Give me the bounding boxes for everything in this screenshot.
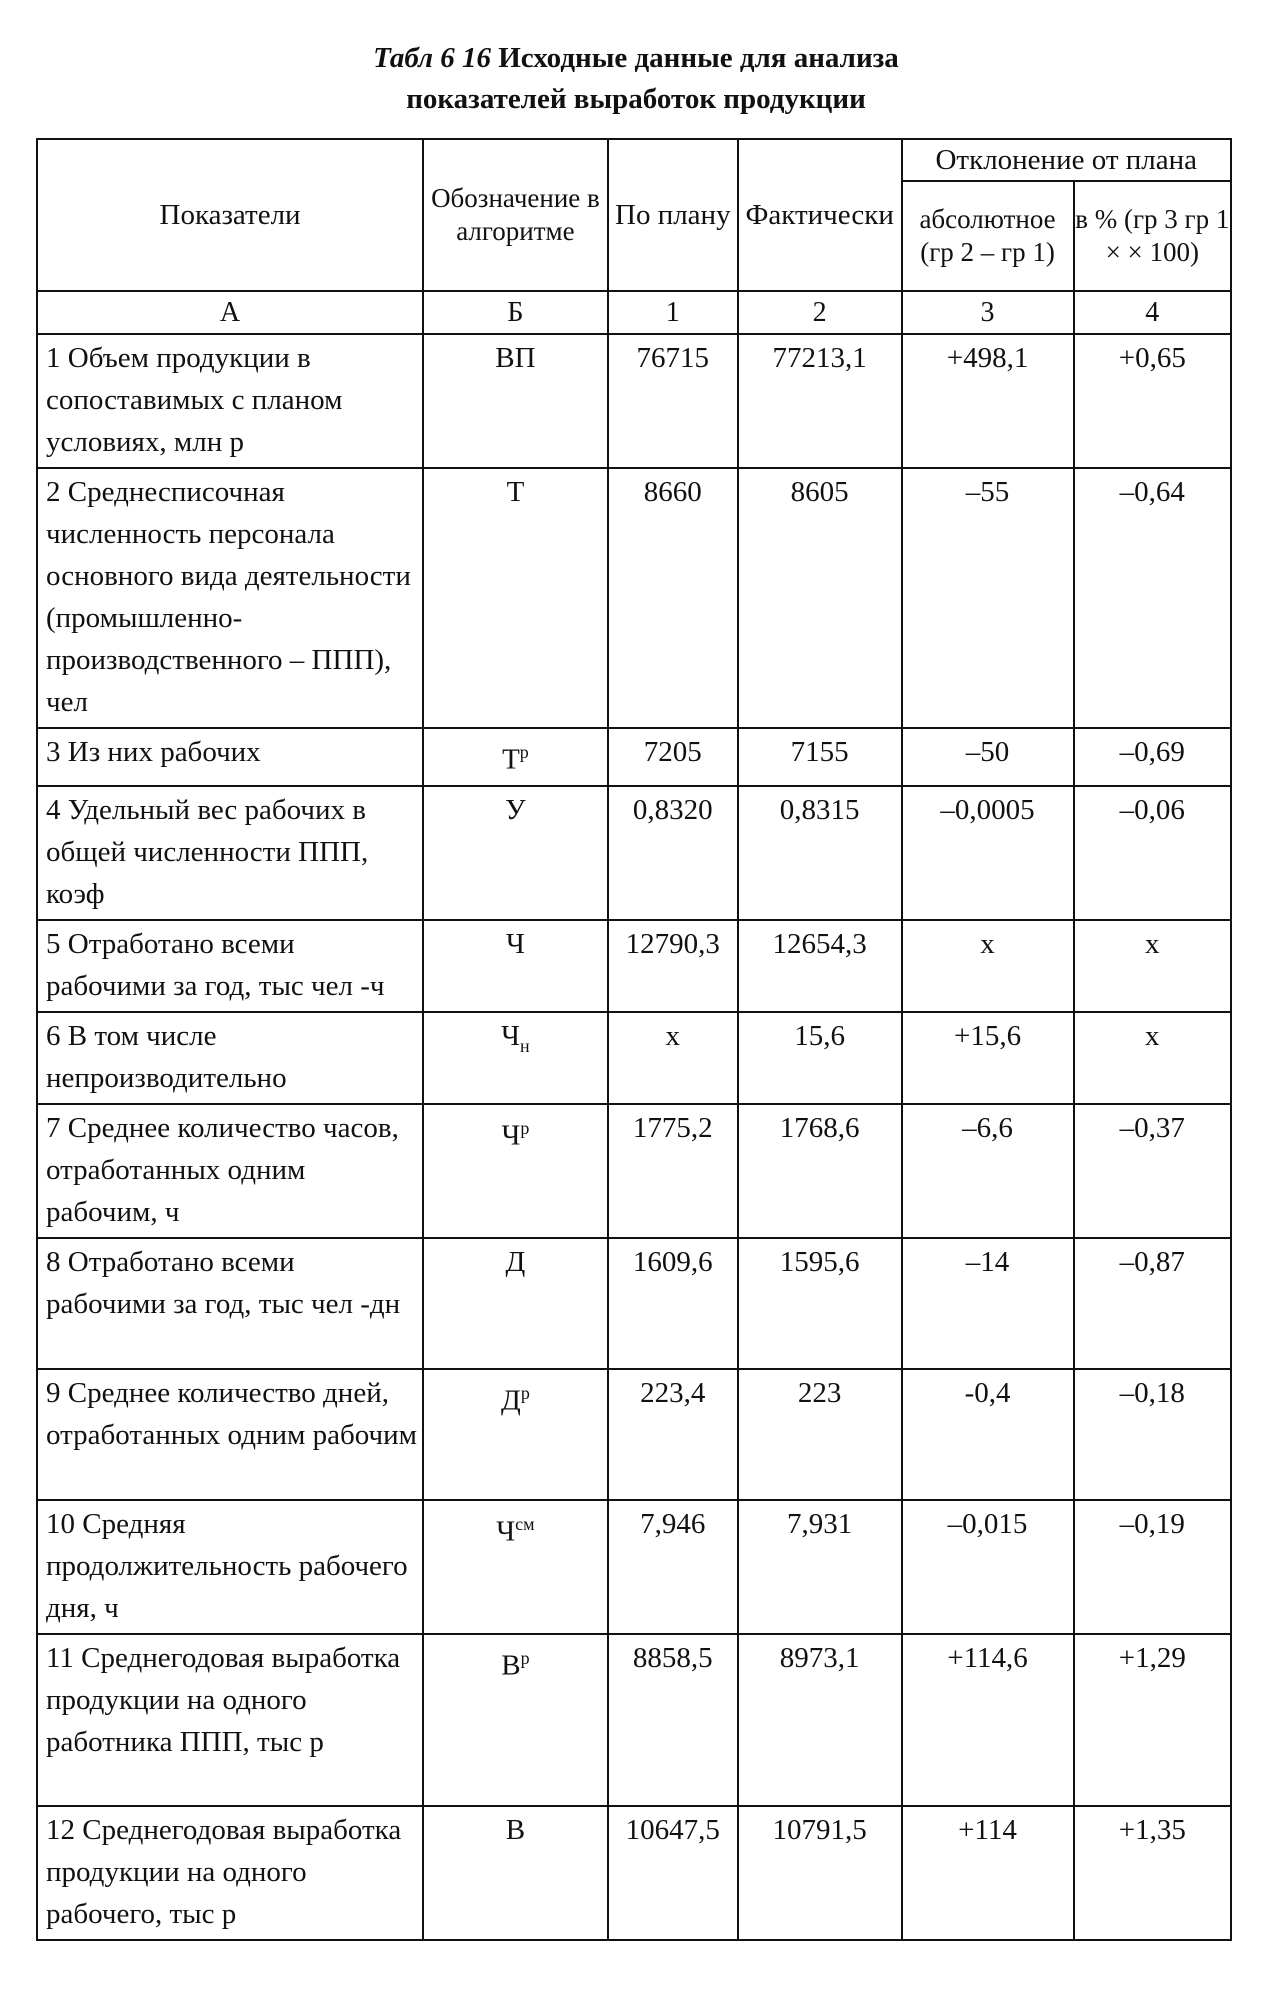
indicator-name: 9 Среднее количество дней, отработанных одним рабочим xyxy=(37,1369,423,1500)
data-table xyxy=(36,138,1232,1941)
header-indicators: Показатели xyxy=(37,139,423,291)
designation-cell xyxy=(423,1104,608,1238)
table-row xyxy=(37,786,1231,920)
plan-value: 1609,6 xyxy=(608,1238,738,1369)
percent-deviation: +0,65 xyxy=(1074,334,1231,468)
percent-deviation: –0,19 xyxy=(1074,1500,1231,1634)
percent-deviation: +1,29 xyxy=(1074,1634,1231,1806)
designation-cell xyxy=(423,1012,608,1104)
designation-cell xyxy=(423,1238,608,1369)
indicator-name: 1 Объем продукции в сопоставимых с планом условиях, млн р xyxy=(37,334,423,468)
table-row xyxy=(37,1500,1231,1634)
indicator-name: 4 Удельный вес рабочих в общей численности ППП, коэф xyxy=(37,786,423,920)
indicator-name: 12 Среднегодовая выработка продукции на одного рабочего, тыс р xyxy=(37,1806,423,1940)
indicator-name: 2 Среднесписочная численность персонала основного вида деятельности (промышленно-производственного – ППП), чел xyxy=(37,468,423,728)
designation-symbol: У xyxy=(505,794,526,826)
absolute-deviation: –14 xyxy=(902,1238,1074,1369)
designation-symbol: Ч xyxy=(505,928,525,960)
actual-value: 77213,1 xyxy=(738,334,902,468)
absolute-deviation: +15,6 xyxy=(902,1012,1074,1104)
designation-symbol: Т xyxy=(502,743,520,776)
table-caption xyxy=(0,38,1272,120)
percent-deviation: –0,64 xyxy=(1074,468,1231,728)
percent-deviation: –0,69 xyxy=(1074,728,1231,786)
percent-deviation: х xyxy=(1074,1012,1231,1104)
percent-deviation: –0,37 xyxy=(1074,1104,1231,1238)
column-index-row xyxy=(37,291,1231,334)
designation-symbol: ВП xyxy=(495,342,536,374)
actual-value: 15,6 xyxy=(738,1012,902,1104)
percent-deviation: +1,35 xyxy=(1074,1806,1231,1940)
designation-cell xyxy=(423,728,608,786)
plan-value: 0,8320 xyxy=(608,786,738,920)
table-row xyxy=(37,1238,1231,1369)
absolute-deviation: –6,6 xyxy=(902,1104,1074,1238)
designation-cell xyxy=(423,468,608,728)
designation-cell xyxy=(423,334,608,468)
actual-value: 8605 xyxy=(738,468,902,728)
designation-symbol: Д xyxy=(505,1246,526,1278)
table-row xyxy=(37,728,1231,786)
plan-value: 7205 xyxy=(608,728,738,786)
table-container xyxy=(36,138,1232,1941)
plan-value: 8858,5 xyxy=(608,1634,738,1806)
table-row xyxy=(37,1104,1231,1238)
designation-index: р xyxy=(520,1383,530,1403)
header-percent: в % (гр 3 гр 1 × × 100) xyxy=(1074,181,1231,291)
header-plan: По плану xyxy=(608,139,738,291)
actual-value: 8973,1 xyxy=(738,1634,902,1806)
designation-symbol: Ч xyxy=(496,1515,516,1548)
designation-index: р xyxy=(519,742,529,762)
absolute-deviation: х xyxy=(902,920,1074,1012)
table-number: Табл 6 16 xyxy=(373,42,491,74)
plan-value: 8660 xyxy=(608,468,738,728)
plan-value: 223,4 xyxy=(608,1369,738,1500)
indicator-name: 7 Среднее количество часов, отработанных одним рабочим, ч xyxy=(37,1104,423,1238)
absolute-deviation: +114,6 xyxy=(902,1634,1074,1806)
absolute-deviation: –0,015 xyxy=(902,1500,1074,1634)
designation-symbol: Т xyxy=(506,476,525,508)
designation-index: р xyxy=(520,1648,530,1668)
table-row xyxy=(37,1634,1231,1806)
indicator-name: 10 Средняя продолжительность рабочего дня, ч xyxy=(37,1500,423,1634)
absolute-deviation: –50 xyxy=(902,728,1074,786)
indicator-name: 6 В том числе непроизводительно xyxy=(37,1012,423,1104)
percent-deviation: –0,18 xyxy=(1074,1369,1231,1500)
index-cell: 3 xyxy=(902,291,1074,334)
header-actual: Фактически xyxy=(738,139,902,291)
header-absolute: абсолютное (гр 2 – гр 1) xyxy=(902,181,1074,291)
designation-index: см xyxy=(515,1514,535,1534)
table-row xyxy=(37,334,1231,468)
caption-title-1: Исходные данные для анализа xyxy=(498,42,899,74)
table-row xyxy=(37,1012,1231,1104)
designation-symbol: Д xyxy=(501,1384,521,1417)
table-body xyxy=(37,334,1231,1940)
plan-value: х xyxy=(608,1012,738,1104)
designation-cell xyxy=(423,786,608,920)
header-deviation: Отклонение от плана xyxy=(902,139,1231,181)
caption-line-1 xyxy=(0,38,1272,79)
index-cell: 4 xyxy=(1074,291,1231,334)
plan-value: 7,946 xyxy=(608,1500,738,1634)
designation-symbol: В xyxy=(501,1649,521,1682)
designation-cell xyxy=(423,1500,608,1634)
plan-value: 12790,3 xyxy=(608,920,738,1012)
actual-value: 0,8315 xyxy=(738,786,902,920)
absolute-deviation: –55 xyxy=(902,468,1074,728)
caption-title-2: показателей выработок продукции xyxy=(406,83,866,115)
index-cell: Б xyxy=(423,291,608,334)
percent-deviation: –0,87 xyxy=(1074,1238,1231,1369)
table-row xyxy=(37,1806,1231,1940)
table-row xyxy=(37,920,1231,1012)
absolute-deviation: –0,0005 xyxy=(902,786,1074,920)
designation-cell xyxy=(423,1806,608,1940)
indicator-name: 5 Отработано всеми рабочими за год, тыс чел -ч xyxy=(37,920,423,1012)
actual-value: 223 xyxy=(738,1369,902,1500)
table-row xyxy=(37,1369,1231,1500)
designation-index: р xyxy=(520,1118,530,1138)
designation-symbol: В xyxy=(505,1814,526,1846)
actual-value: 10791,5 xyxy=(738,1806,902,1940)
index-cell: 1 xyxy=(608,291,738,334)
plan-value: 1775,2 xyxy=(608,1104,738,1238)
percent-deviation: –0,06 xyxy=(1074,786,1231,920)
designation-cell xyxy=(423,920,608,1012)
plan-value: 10647,5 xyxy=(608,1806,738,1940)
designation-symbol: Ч xyxy=(501,1119,521,1152)
designation-cell xyxy=(423,1634,608,1806)
indicator-name: 3 Из них рабочих xyxy=(37,728,423,786)
percent-deviation: х xyxy=(1074,920,1231,1012)
index-cell: 2 xyxy=(738,291,902,334)
plan-value: 76715 xyxy=(608,334,738,468)
index-cell: А xyxy=(37,291,423,334)
actual-value: 1595,6 xyxy=(738,1238,902,1369)
actual-value: 7,931 xyxy=(738,1500,902,1634)
designation-index: н xyxy=(520,1035,530,1056)
actual-value: 12654,3 xyxy=(738,920,902,1012)
actual-value: 1768,6 xyxy=(738,1104,902,1238)
absolute-deviation: -0,4 xyxy=(902,1369,1074,1500)
absolute-deviation: +498,1 xyxy=(902,334,1074,468)
actual-value: 7155 xyxy=(738,728,902,786)
absolute-deviation: +114 xyxy=(902,1806,1074,1940)
header-designation: Обозначение в алгоритме xyxy=(423,139,608,291)
designation-cell xyxy=(423,1369,608,1500)
indicator-name: 11 Среднегодовая выработка продукции на одного работника ППП, тыс р xyxy=(37,1634,423,1806)
designation-symbol: Ч xyxy=(501,1020,521,1052)
table-row xyxy=(37,468,1231,728)
indicator-name: 8 Отработано всеми рабочими за год, тыс чел -дн xyxy=(37,1238,423,1369)
